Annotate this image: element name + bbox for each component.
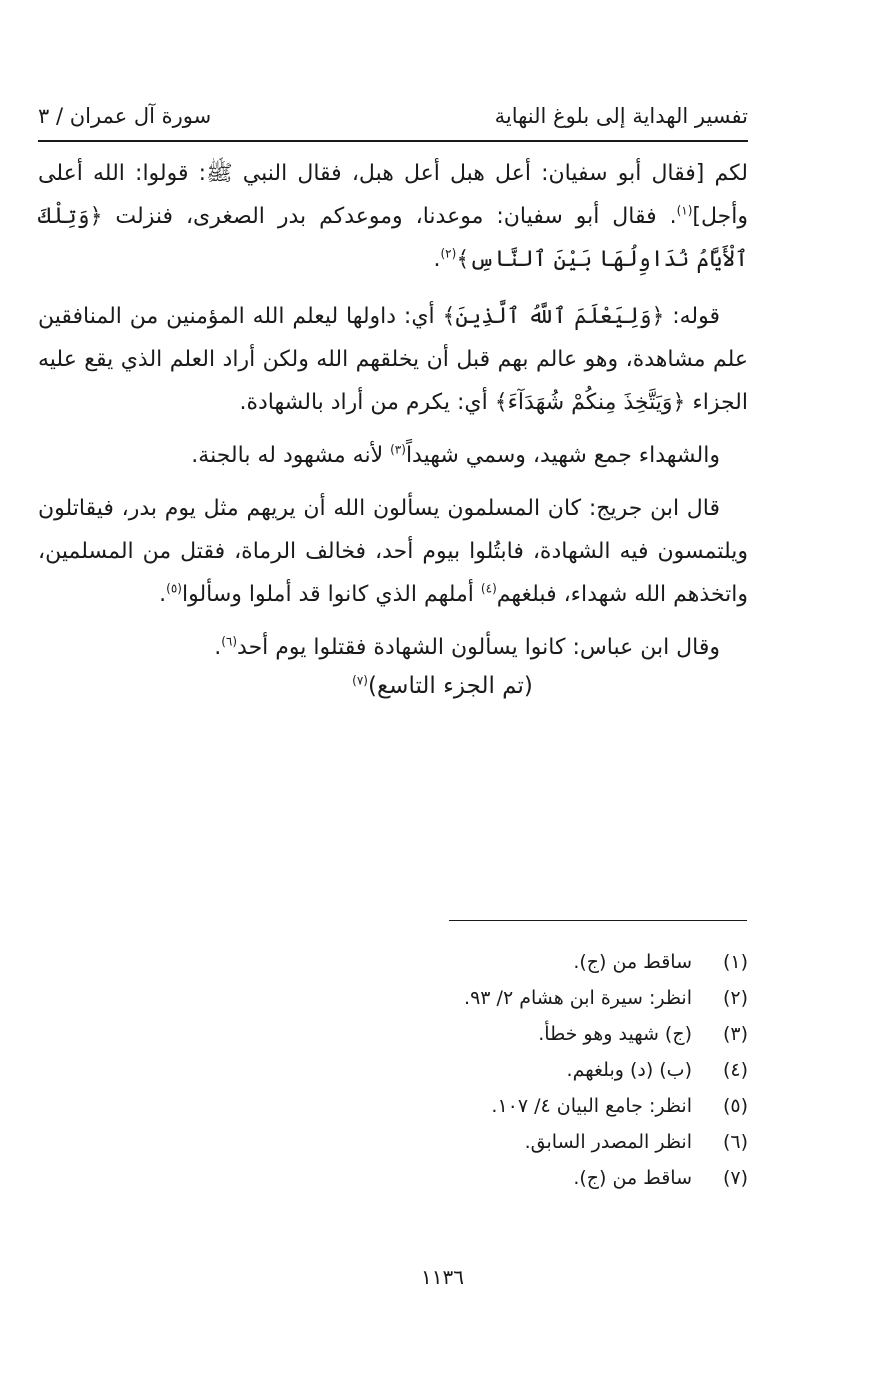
paragraph-2 <box>38 295 748 424</box>
footnotes <box>38 944 748 1196</box>
header-rule <box>38 140 748 142</box>
section-end-note <box>0 668 885 704</box>
surah-title: سورة آل عمران / ٣ <box>38 104 212 128</box>
footnote-text: ساقط من (ج). <box>573 1167 692 1189</box>
footnote-item <box>38 1088 748 1124</box>
footnote-number: (٦) <box>722 1131 748 1153</box>
paragraph-5-end: . <box>214 635 222 660</box>
footnote-item <box>38 980 748 1016</box>
footnote-number: (٤) <box>722 1059 748 1081</box>
page-header <box>38 100 748 136</box>
footnote-ref-7: (٧) <box>352 673 368 688</box>
footnote-text: انظر: جامع البيان ٤/ ١٠٧. <box>491 1095 692 1117</box>
footnote-ref-2: (٢) <box>440 246 457 261</box>
footnote-text: انظر المصدر السابق. <box>524 1131 692 1153</box>
footnote-text: (ب) (د) وبلغهم. <box>566 1059 692 1081</box>
footnote-separator <box>449 920 747 921</box>
paragraph-1-tail: . فقال أبو سفيان: موعدنا، وموعدكم بدر الصغرى، فنزلت <box>102 204 677 229</box>
main-text <box>38 152 748 679</box>
footnote-ref-6: (٦) <box>221 634 238 649</box>
footnote-ref-3: (٣) <box>390 442 406 457</box>
section-end-text: (تم الجزء التاسع) <box>367 673 533 699</box>
paragraph-4-mid: أملهم الذي كانوا قد أملوا وسألوا <box>181 582 481 607</box>
paragraph-5 <box>38 626 748 669</box>
paragraph-1-text: لكم [فقال أبو سفيان: أعل هبل أعل هبل، فقال النبي ﷺ: قولوا: الله أعلى وأجل] <box>38 161 748 229</box>
footnote-number: (١) <box>722 951 748 973</box>
paragraph-1-end: . <box>433 247 441 272</box>
footnote-ref-5: (٥) <box>166 581 182 596</box>
quran-verse-1: ﴿وَتِلْكَ ٱلْأَيَّامُ نُدَاوِلُهَا بَيْنَ ٱلنَّاسِ﴾ <box>38 204 748 272</box>
footnote-text: (ج) شهيد وهو خطأ. <box>538 1023 692 1045</box>
paragraph-3-end: لأنه مشهود له بالجنة. <box>191 443 391 468</box>
paragraph-2-end: أي: يكرم من أراد بالشهادة. <box>239 390 495 415</box>
paragraph-3-text: والشهداء جمع شهيد، وسمي شهيداً <box>405 443 720 468</box>
footnote-ref-1: (١) <box>676 203 693 218</box>
footnote-item <box>38 1016 748 1052</box>
page-number: ١١٣٦ <box>421 1265 464 1289</box>
footnote-number: (٣) <box>722 1023 748 1045</box>
footnote-text: انظر: سيرة ابن هشام ٢/ ٩٣. <box>464 987 692 1009</box>
footnote-item <box>38 1052 748 1088</box>
footnote-number: (٢) <box>722 987 748 1009</box>
footnote-item <box>38 944 748 980</box>
paragraph-2-mid: أي: داولها ليعلم الله المؤمنين من المنافقين علم مشاهدة، وهو عالم بهم قبل أن يخلقهم الله ولكن أراد العلم الذي يقع عليه الجزاء <box>38 304 748 415</box>
paragraph-4-end: . <box>159 582 167 607</box>
book-title: تفسير الهداية إلى بلوغ النهاية <box>494 104 748 128</box>
footnote-ref-4: (٤) <box>480 581 497 596</box>
footnote-item <box>38 1124 748 1160</box>
paragraph-3 <box>38 434 748 477</box>
paragraph-2-lead: قوله: <box>664 304 720 329</box>
footnote-number: (٧) <box>722 1167 748 1189</box>
quran-verse-2: ﴿وَلِيَعْلَمَ ٱللَّهُ ٱلَّذِينَ﴾ <box>442 304 665 329</box>
footnote-number: (٥) <box>722 1095 748 1117</box>
paragraph-5-text: وقال ابن عباس: كانوا يسألون الشهادة فقتلوا يوم أحد <box>237 635 720 660</box>
quran-verse-3: ﴿وَيَتَّخِذَ مِنكُمْ شُهَدَآءَ﴾ <box>494 390 686 415</box>
footnote-item <box>38 1160 748 1196</box>
paragraph-4-text: قال ابن جريج: كان المسلمون يسألون الله أن يريهم مثل يوم بدر، فيقاتلون ويلتمسون فيه الشهادة، فابتُلوا بيوم أحد، فخالف الرماة، فقتل من المسلمين، واتخذهم الله شهداء، فبلغهم <box>38 496 748 607</box>
paragraph-1 <box>38 152 748 281</box>
footnote-text: ساقط من (ج). <box>573 951 692 973</box>
paragraph-4 <box>38 487 748 616</box>
